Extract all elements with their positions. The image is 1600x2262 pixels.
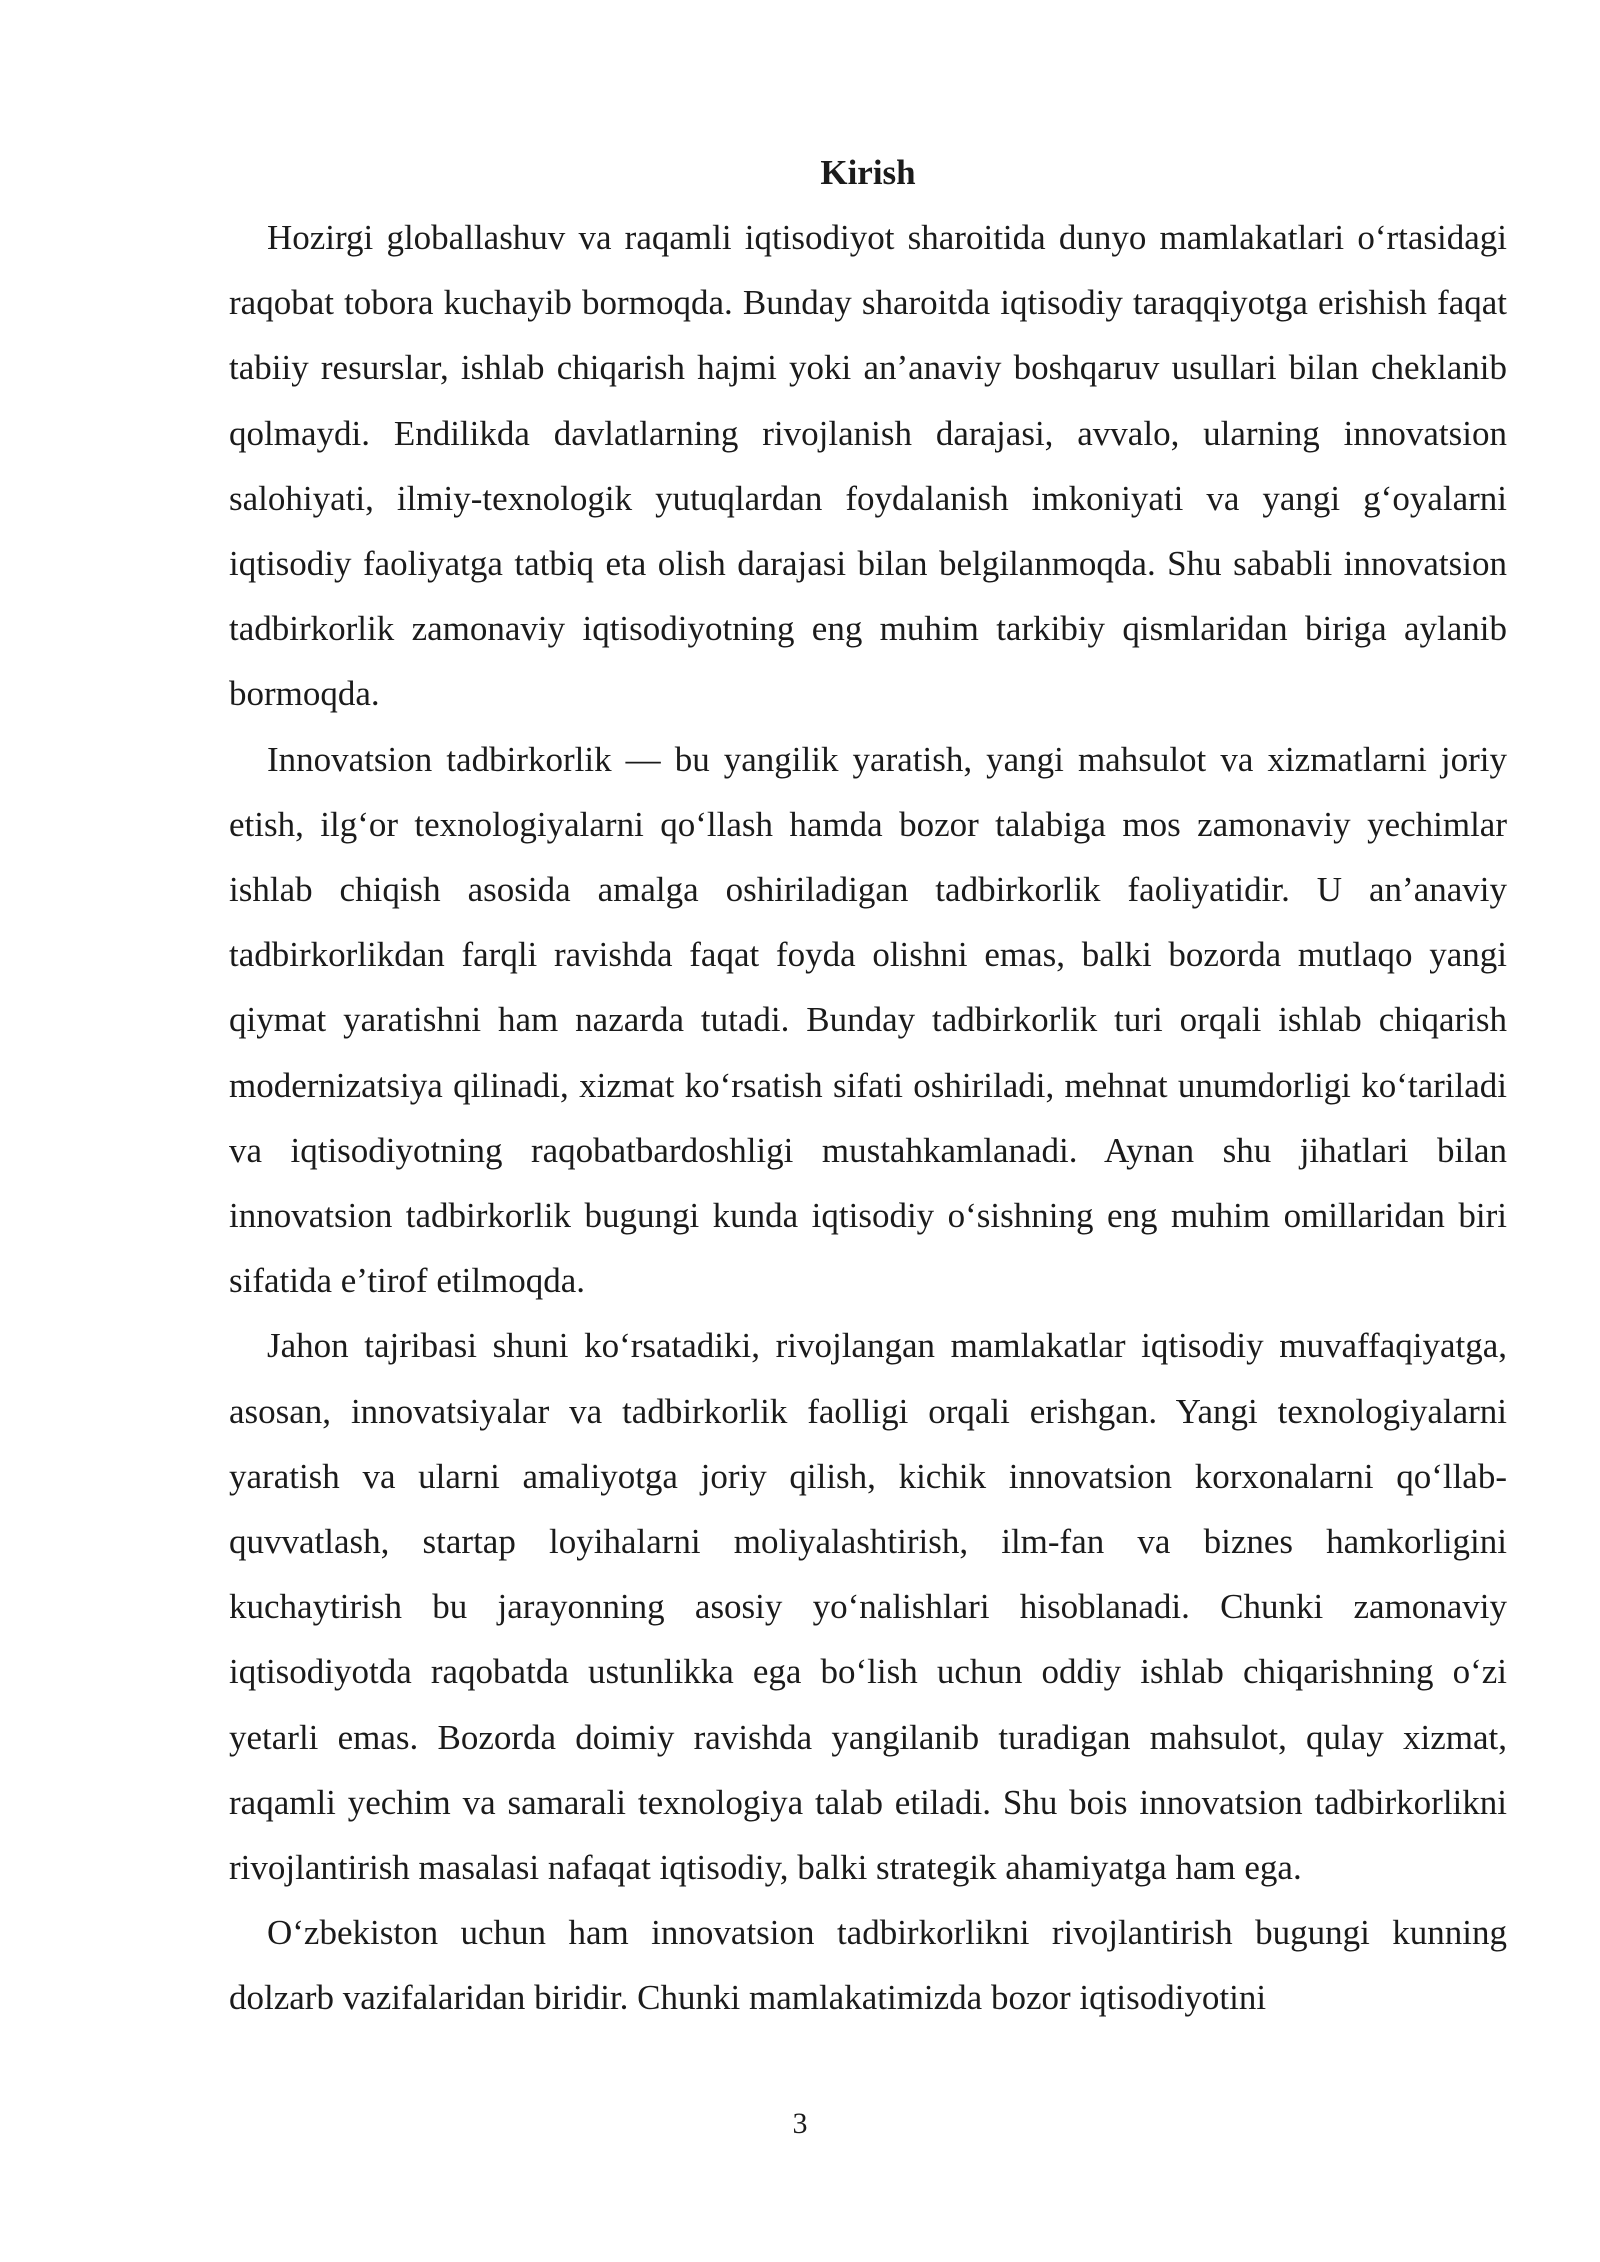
paragraph-4: O‘zbekiston uchun ham innovatsion tadbirkorlikni rivojlantirish bugungi kunning dolzarb vazifalaridan biridir. Chunki mamlakatimizda bozor iqtisodiyotini (229, 1913, 1507, 2018)
page-content (229, 140, 1507, 2031)
section-title: Kirish (820, 153, 916, 192)
paragraph-3: Jahon tajribasi shuni ko‘rsatadiki, rivojlangan mamlakatlar iqtisodiy muvaffaqiyatga, asosan, innovatsiyalar va tadbirkorlik faolligi orqali erishgan. Yangi texnologiyalarni yaratish va ularni amaliyotga joriy qilish, kichik innovatsion korxonalarni qo‘llab-quvvatlash, startap loyihalarni moliyalashtirish, ilm-fan va biznes hamkorligini kuchaytirish bu jarayonning asosiy yo‘nalishlari hisoblanadi. Chunki zamonaviy iqtisodiyotda raqobatda ustunlikka ega bo‘lish uchun oddiy ishlab chiqarishning o‘zi yetarli emas. Bozorda doimiy ravishda yangilanib turadigan mahsulot, qulay xizmat, raqamli yechim va samarali texnologiya talab etiladi. Shu bois innovatsion tadbirkorlikni rivojlantirish masalasi nafaqat iqtisodiy, balki strategik ahamiyatga ham ega. (229, 1326, 1507, 1888)
page-number: 3 (792, 2107, 808, 2140)
paragraph-2: Innovatsion tadbirkorlik — bu yangilik yaratish, yangi mahsulot va xizmatlarni joriy etish, ilg‘or texnologiyalarni qo‘llash hamda bozor talabiga mos zamonaviy yechimlar ishlab chiqish asosida amalga oshiriladigan tadbirkorlik faoliyatidir. U an’anaviy tadbirkorlikdan farqli ravishda faqat foyda olishni emas, balki bozorda mutlaqo yangi qiymat yaratishni ham nazarda tutadi. Bunday tadbirkorlik turi orqali ishlab chiqarish modernizatsiya qilinadi, xizmat ko‘rsatish sifati oshiriladi, mehnat unumdorligi ko‘tariladi va iqtisodiyotning raqobatbardoshligi mustahkamlanadi. Aynan shu jihatlari bilan innovatsion tadbirkorlik bugungi kunda iqtisodiy o‘sishning eng muhim omillaridan biri sifatida e’tirof etilmoqda. (229, 739, 1507, 1301)
paragraph-1: Hozirgi globallashuv va raqamli iqtisodiyot sharoitida dunyo mamlakatlari o‘rtasidagi raqobat tobora kuchayib bormoqda. Bunday sharoitda iqtisodiy taraqqiyotga erishish faqat tabiiy resurslar, ishlab chiqarish hajmi yoki an’anaviy boshqaruv usullari bilan cheklanib qolmaydi. Endilikda davlatlarning rivojlanish darajasi, avvalo, ularning innovatsion salohiyati, ilmiy-texnologik yutuqlardan foydalanish imkoniyati va yangi g‘oyalarni iqtisodiy faoliyatga tatbiq eta olish darajasi bilan belgilanmoqda. Shu sababli innovatsion tadbirkorlik zamonaviy iqtisodiyotning eng muhim tarkibiy qismlaridan biriga aylanib bormoqda. (229, 218, 1507, 714)
